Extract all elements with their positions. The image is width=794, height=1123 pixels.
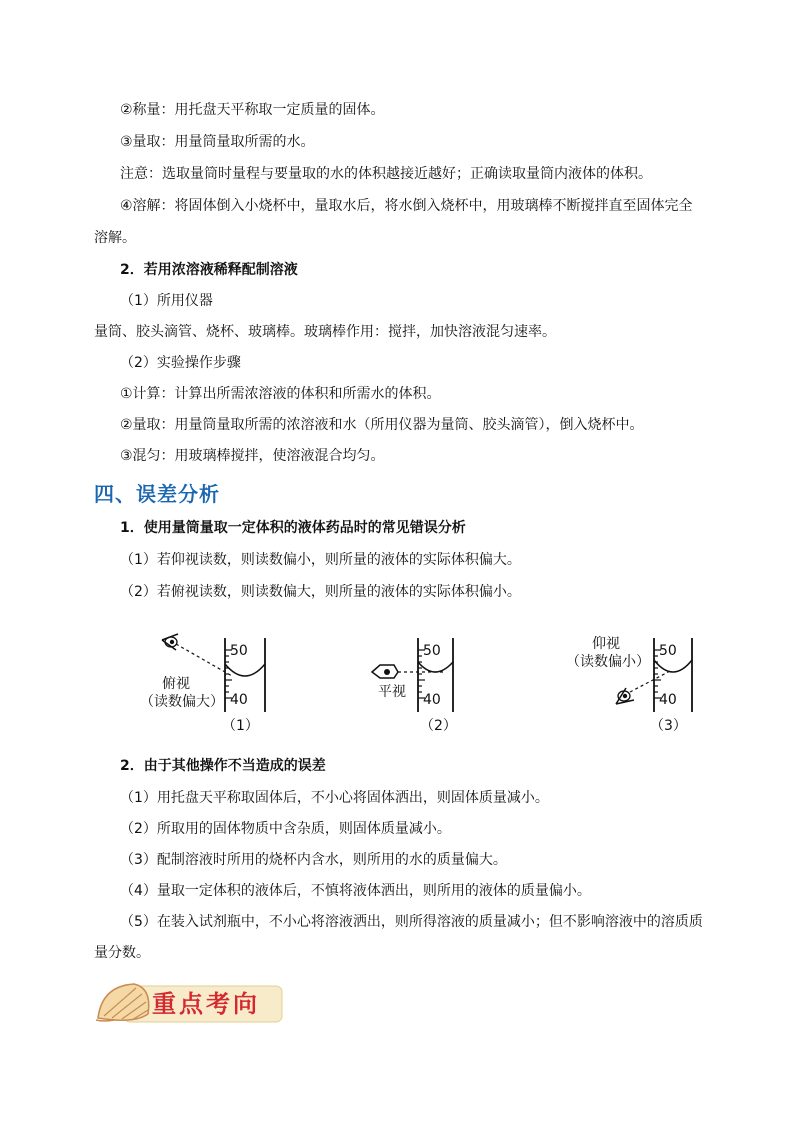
error-item-2: （2）所取用的固体物质中含杂质，则固体质量减小。 [120, 821, 451, 837]
error-look-up: （1）若仰视读数，则读数偏小，则所量的液体的实际体积偏大。 [120, 552, 521, 568]
fig3-number: （3） [650, 718, 687, 734]
fig2-number: （2） [420, 718, 457, 734]
meniscus [654, 660, 692, 672]
error-item-4: （4）量取一定体积的液体后，不慎将液体洒出，则所用的液体的质量偏小。 [120, 883, 591, 899]
sight-line [630, 670, 672, 692]
procedure-heading: （2）实验操作步骤 [120, 355, 241, 371]
instruments-heading: （1）所用仪器 [120, 293, 213, 309]
error-look-down: （2）若俯视读数，则读数偏大，则所量的液体的实际体积偏小。 [120, 584, 521, 600]
tick-label-40: 40 [230, 692, 248, 708]
tick-label-40: 40 [423, 692, 441, 708]
tick-label-50: 50 [230, 643, 248, 659]
subheading-cylinder-errors: 1．使用量筒量取一定体积的液体药品时的常见错误分析 [120, 520, 466, 536]
banner-title: 重点考向 [152, 989, 260, 1018]
error-item-5: （5）在装入试剂瓶中，不小心将溶液洒出，则所得溶液的质量减小；但不影响溶液中的溶质质 [120, 914, 703, 930]
fig1-label-reading: （读数偏大） [140, 694, 224, 710]
tick-label-50: 50 [659, 643, 677, 659]
step-mix: ③混匀：用玻璃棒搅拌，使溶液混合均匀。 [120, 448, 385, 464]
error-item-1: （1）用托盘天平称取固体后，不小心将固体洒出，则固体质量减小。 [120, 790, 549, 806]
subheading-dilution: 2．若用浓溶液稀释配制溶液 [120, 262, 298, 278]
error-item-3: （3）配制溶液时所用的烧杯内含水，则所用的水的质量偏大。 [120, 852, 507, 868]
step-measure: ③量取：用量筒量取所需的水。 [120, 134, 315, 150]
eye-icon [162, 634, 178, 650]
step-dissolve: ④溶解：将固体倒入小烧杯中，量取水后，将水倒入烧杯中，用玻璃棒不断搅拌直至固体完全 [120, 198, 693, 214]
fig3-label: 仰视 [592, 636, 620, 652]
step-calc: ①计算：计算出所需浓溶液的体积和所需水的体积。 [120, 386, 441, 402]
figure-level [368, 630, 478, 744]
fig2-label: 平视 [378, 684, 406, 700]
figure-look-down [140, 630, 270, 744]
step-weigh: ②称量：用托盘天平称取一定质量的固体。 [120, 102, 385, 118]
eye-icon [372, 665, 398, 678]
fig3-label-reading: （读数偏小） [566, 654, 650, 670]
step-measure-conc: ②量取：用量筒量取所需的浓溶液和水（所用仪器为量筒、胶头滴管），倒入烧杯中。 [120, 417, 644, 433]
meniscus [418, 662, 453, 672]
meniscus [225, 664, 265, 676]
section-heading-error-analysis: 四、误差分析 [94, 482, 220, 506]
key-direction-banner [94, 978, 284, 1026]
error-item-5-cont: 量分数。 [94, 945, 150, 961]
sight-line [176, 644, 232, 676]
fig1-label: 俯视 [162, 676, 190, 692]
eye-icon [616, 688, 634, 704]
instruments-list: 量筒、胶头滴管、烧杯、玻璃棒。玻璃棒作用：搅拌，加快溶液混匀速率。 [94, 324, 556, 340]
note: 注意：选取量筒时量程与要量取的水的体积越接近越好；正确读取量筒内液体的体积。 [120, 166, 652, 182]
subheading-other-errors: 2．由于其他操作不当造成的误差 [120, 758, 326, 774]
shell-icon [96, 984, 149, 1021]
step-dissolve-cont: 溶解。 [94, 230, 136, 246]
figure-look-up [566, 630, 696, 744]
tick-label-50: 50 [423, 643, 441, 659]
tick-label-40: 40 [659, 692, 677, 708]
fig1-number: （1） [222, 718, 259, 734]
